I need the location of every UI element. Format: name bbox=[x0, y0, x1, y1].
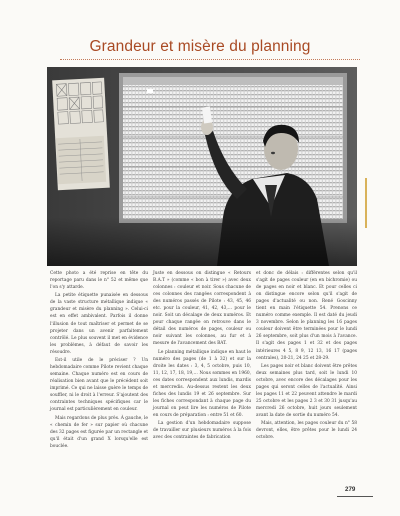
page-number: 279 bbox=[345, 486, 356, 493]
page-number-rule bbox=[337, 496, 373, 497]
text-column-2 bbox=[153, 270, 251, 443]
page-title: Grandeur et misère du planning bbox=[89, 38, 311, 55]
text-column-1 bbox=[50, 270, 148, 451]
text-column-3 bbox=[256, 270, 357, 443]
paragraph: Mais, attention, les pages couleur du n° 58 devront, elles, être prêtes pour le lundi 24 octobre. bbox=[256, 421, 357, 441]
paragraph: Est-il utile de le préciser ? Un hebdomadaire comme Pilote revient chaque semaine. Chaque numéro est en cours de réalisation bien avant que le précédent soit imprimé. Ce qui ne laisse guère le temps de souffler, ni le droit à l'erreur. S'ajoutent des contraintes techniques spécifiques car le journal est particulièrement en couleur. bbox=[50, 357, 148, 413]
planning-photo bbox=[47, 67, 357, 266]
paragraph: et donc de délais : différentes selon qu'il s'agit de pages couleur (en en bichromie) ou de pages en noir et blanc. Et pour celles ci on distingue encore selon qu'il s'agit de pages d'actualité ou non. René Goscinny tient en main l'étiquette 54. Prenons ce numéro comme exemple. Il est daté du jeudi 3 novembre. Selon le planning les 16 pages couleur doivent être terminées pour le lundi 26 septembre, soit plus d'un mois à l'avance. Il s'agit des pages 1 et 32 et des pages intérieures 4 5, 8 9, 12 13, 16 17 (pages centrales), 20-21, 24 25 et 28-29. bbox=[256, 271, 357, 361]
paragraph: Le planning métallique indique en haut le numéro des pages (de 1 à 32) et sur la droite les dates : 3, 4, 5 octobre, puis 10, 11, 12, 17, 18, 19,… Nous sommes en 1960, ces dates correspondent aux lundis, mardis et mercredis. Au-dessus restent les deux fiches des lundis 19 et 26 septembre. Sur les fiches correspondant à chaque page du journal on peut lire les numéros de Pilote en cours de préparation : entre 51 et 60. bbox=[153, 349, 251, 419]
paragraph: La petite étiquette punaisée en dessous de la vaste structure métallique indique « grandeur et misère du planning ». Celui-ci est en effet ambivalent. Parfois il donne l'illusion de tout maîtriser et permet de se projeter dans un avenir parfaitement contrôlé. Le plus souvent il met en évidence les problèmes, à défaut de savoir les résoudre. bbox=[50, 293, 148, 355]
chemin-de-fer-sheet bbox=[52, 78, 110, 191]
caption-marker bbox=[365, 178, 367, 228]
paragraph: Mais regardons de plus près. À gauche, le « chemin de fer » sur papier où chacune des 32 pages est figurée par un rectangle et qu'il était d'un grand X lorsqu'elle est bouclée. bbox=[50, 415, 148, 449]
title-rule bbox=[60, 59, 360, 60]
paragraph: Cette photo a été reprise en tête du reportage paru dans le n° 52 et même que l'on s'y attarde. bbox=[50, 271, 148, 291]
paragraph: Les pages noir et blanc doivent être prêtes deux semaines plus tard, soit le lundi 10 octobre, avec encore des décalages pour les pages qui seront celles de l'actualité. Ainsi les pages 11 et 22 peuvent attendre le mardi 25 octobre et les pages 2 3 et 30 31 jusqu'au mercredi 26 octobre, huit jours seulement avant la date de sortie du numéro 54. bbox=[256, 363, 357, 419]
paragraph: La gestion d'un hebdomadaire suppose de travailler sur plusieurs numéros à la fois avec des contraintes de fabrication bbox=[153, 421, 251, 441]
paragraph: Juste en dessous on distingue « Retours B.A.T » (comme « bon à tirer ») avec deux colonnes : couleur et noir. Sous chacune de ces colonnes des rangées correspondent à des numéros passés de Pilote : 43, 45, 46 etc. pour la couleur, 41, 42, 43,… pour le noir. Soit un décalage de deux numéros. Et pour chaque rangée on retrouve dans le détail des numéros de pages, couleur ou noir suivant les colonnes, au fur et à mesure de l'avancement des BAT. bbox=[153, 271, 251, 347]
